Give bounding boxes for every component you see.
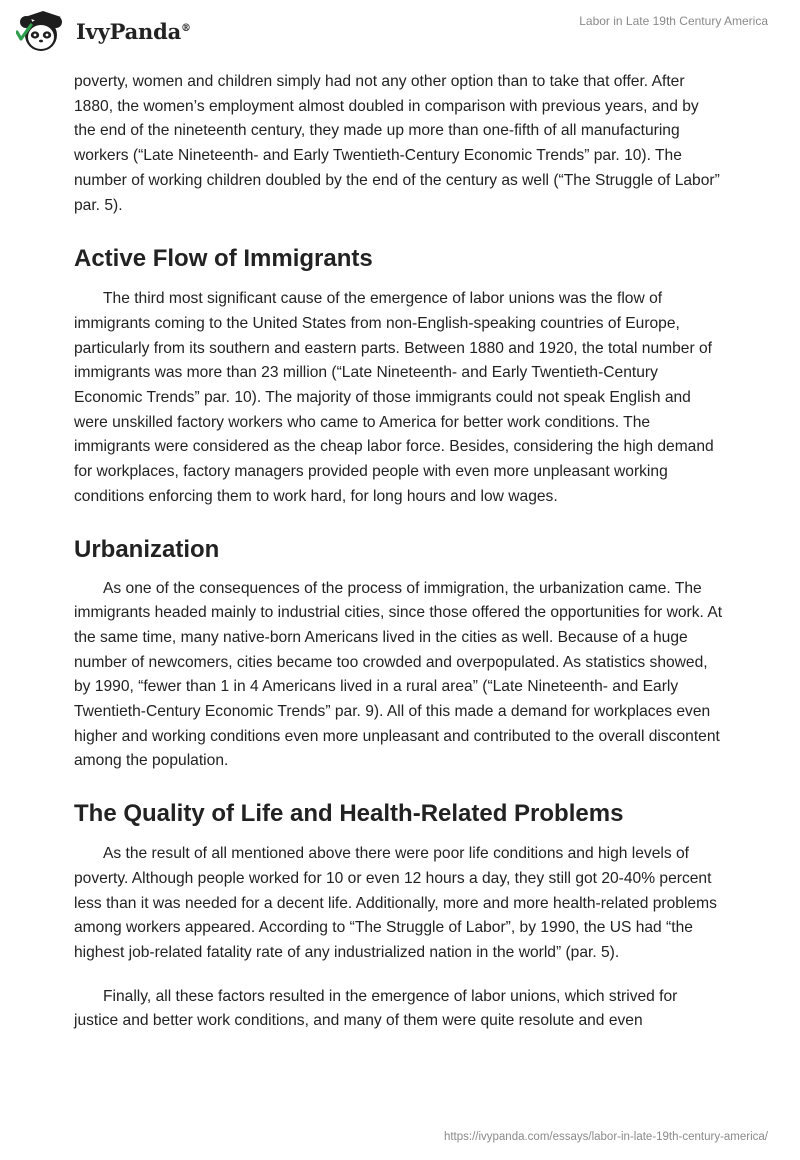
site-logo[interactable]: [16, 8, 191, 54]
section-heading-immigrants: Active Flow of Immigrants: [74, 245, 373, 273]
brand-name: IvyPanda®: [76, 18, 191, 44]
paragraph-urbanization: As one of the consequences of the process of immigration, the urbanization came. The immigrants headed mainly to industrial cities, since those offered the opportunities for work. At the same time, many native-born Americans lived in the cities as well. Because of a huge number of newcomers, cities became too crowded and overpopulated. As statistics showed, by 1990, “fewer than 1 in 4 Americans lived in a rural area” (“Late Nineteenth- and Early Twentieth-Century Economic Trends” par. 9). All of this made a demand for workplaces even higher and working conditions even more unpleasant and contributed to the overall discontent among the population.: [74, 579, 723, 770]
intro-paragraph: poverty, women and children simply had not any other option than to take that offer. After 1880, the women’s employment almost doubled in comparison with previous years, and by the end of the nineteenth century, they made up more than one-fifth of all manufacturing workers (“Late Nineteenth- and Early Twentieth-Century Economic Trends” par. 10). The number of working children doubled by the end of the century as well (“The Struggle of Labor” par. 5).: [74, 73, 720, 214]
paragraph-immigrants: The third most significant cause of the emergence of labor unions was the flow of immigrants coming to the United States from non-English-speaking countries of Europe, particularly from its southern and eastern parts. Between 1880 and 1920, the total number of immigrants was more than 23 million (“Late Nineteenth- and Early Twentieth-Century Economic Trends” par. 10). The majority of those immigrants could not speak English and were unskilled factory workers who came to America for better work conditions. The immigrants were considered as the cheap labor force. Besides, considering the high demand for workplaces, factory managers provided people with even more unpleasant working conditions enforcing them to work hard, for long hours and low wages.: [74, 290, 714, 505]
panda-logo-icon: [16, 8, 70, 54]
footer-source-link[interactable]: https://ivypanda.com/essays/labor-in-late-19th-century-america/: [443, 1131, 768, 1143]
page-header: [0, 0, 800, 70]
article-body: [74, 70, 724, 1034]
section-heading-quality-of-life: The Quality of Life and Health-Related Problems: [74, 800, 624, 828]
paragraph-quality-of-life: As the result of all mentioned above there were poor life conditions and high levels of poverty. Although people worked for 10 or even 12 hours a day, they still got 20-40% percent less than it was needed for a decent life. Additionally, more and more health-related problems among workers appeared. According to “The Struggle of Labor”, by 1990, the US had “the highest job-related fatality rate of any industrialized nation in the world” (par. 5).: [74, 845, 717, 961]
document-title: Labor in Late 19th Century America: [579, 14, 768, 28]
section-heading-urbanization: Urbanization: [74, 535, 220, 563]
paragraph-conclusion: Finally, all these factors resulted in the emergence of labor unions, which strived for justice and better work conditions, and many of them were quite resolute and even: [74, 987, 678, 1030]
